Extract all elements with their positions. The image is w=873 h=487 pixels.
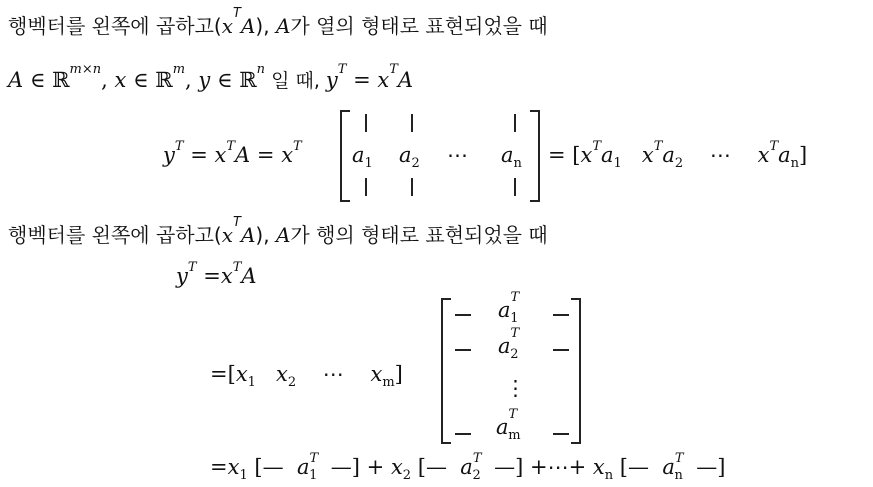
var-y: y <box>163 143 175 167</box>
matrix-row-a2T: $a^T_2$ <box>498 326 520 362</box>
equals: = <box>346 68 378 92</box>
open-bracket: [ <box>572 143 581 167</box>
dots: ⋯ <box>547 455 569 479</box>
open-bracket: [ <box>227 362 236 386</box>
reals-symbol: ℝ <box>52 68 70 92</box>
var-x: x <box>390 455 403 479</box>
element-of: ∈ <box>29 68 46 92</box>
matrix-col-dots: ⋯ <box>447 143 468 167</box>
var-A: A <box>240 223 256 247</box>
matrix-left-bracket <box>340 110 350 202</box>
var-y: y <box>176 264 188 288</box>
row-dash <box>455 433 471 435</box>
var-A: A <box>240 14 256 38</box>
equals: = <box>210 362 228 386</box>
row-dash <box>455 314 471 316</box>
var-a: a <box>778 143 791 167</box>
when-text: 일 때, <box>265 70 326 92</box>
column-bar <box>365 178 367 196</box>
var-A: A <box>235 143 251 167</box>
sub: 1 <box>247 375 256 390</box>
dims: m×n <box>69 62 102 77</box>
close-bracket: ] <box>799 143 808 167</box>
var-x: x <box>757 143 770 167</box>
matrix-col-a2: $a_2$ <box>399 143 420 171</box>
reals-symbol: ℝ <box>155 68 173 92</box>
row-dash <box>455 349 471 351</box>
matrix-left-bracket <box>441 298 451 444</box>
dots: ⋯ <box>709 143 731 167</box>
matrix-col-an: $a_n$ <box>501 143 522 171</box>
var-a: a <box>601 143 614 167</box>
sup-T: T <box>233 215 241 230</box>
plus: + <box>530 455 548 479</box>
eq2-line1 <box>176 260 257 288</box>
var-x: x <box>114 68 127 92</box>
dots: ⋯ <box>322 362 344 386</box>
matrix-right-bracket <box>530 110 540 202</box>
column-bar <box>514 114 516 132</box>
var-a: a <box>460 455 473 479</box>
column-bar <box>411 178 413 196</box>
var-x: x <box>221 14 233 38</box>
heading-column-case <box>8 6 548 39</box>
equals: = <box>548 143 566 167</box>
equals: = <box>203 264 221 288</box>
sub: 2 <box>287 375 297 390</box>
var-x: x <box>227 455 240 479</box>
matrix-row-vdots: ⋮ <box>505 376 526 400</box>
row-dash <box>553 314 569 316</box>
heading-text: 행벡터를 왼쪽에 곱하고( <box>8 14 222 38</box>
sup-T: T <box>592 139 602 154</box>
dims: m <box>172 62 186 77</box>
heading-text: ), <box>255 223 276 247</box>
sub: 2 <box>402 468 412 483</box>
var-x: x <box>592 455 605 479</box>
var-x: x <box>377 68 390 92</box>
var-y: y <box>198 68 211 92</box>
var-x: x <box>214 143 227 167</box>
eq2-line2 <box>210 362 403 390</box>
dims: n <box>256 62 266 77</box>
var-x: x <box>641 143 654 167</box>
sup-T: T <box>309 451 319 466</box>
column-bar <box>411 114 413 132</box>
heading-text: 가 열의 형태로 표현되었을 때 <box>290 14 548 38</box>
var-x: x <box>220 264 233 288</box>
var-A: A <box>275 223 291 247</box>
var-x: x <box>370 362 383 386</box>
sup-T: T <box>389 62 398 77</box>
var-a: a <box>296 455 310 479</box>
var-x: x <box>281 143 294 167</box>
heading-row-case <box>8 215 548 248</box>
var-A: A <box>275 14 291 38</box>
sup-T: T <box>226 139 236 154</box>
sub: n <box>674 468 683 483</box>
heading-text: 가 행의 형태로 표현되었을 때 <box>290 223 548 247</box>
equals: = <box>190 143 208 167</box>
sup-T: T <box>187 260 197 275</box>
var-x: x <box>221 223 233 247</box>
sup-T: T <box>769 139 779 154</box>
sup-T: T <box>233 6 241 21</box>
var-A: A <box>397 68 414 92</box>
var-A: A <box>8 68 24 92</box>
sup-T: T <box>337 62 347 77</box>
sub: m <box>382 375 395 390</box>
sub: 2 <box>674 156 684 171</box>
heading-text: ), <box>255 14 276 38</box>
sup-T: T <box>653 139 663 154</box>
heading-text: 행벡터를 왼쪽에 곱하고( <box>8 223 222 247</box>
matrix-row-a1T: $a^T_1$ <box>498 290 520 326</box>
equals: = <box>210 455 228 479</box>
var-x: x <box>275 362 288 386</box>
column-bar <box>514 178 516 196</box>
var-a: a <box>662 455 675 479</box>
matrix-right-bracket <box>571 298 581 444</box>
sub: n <box>790 156 800 171</box>
reals-symbol: ℝ <box>239 68 257 92</box>
var-y: y <box>325 68 338 92</box>
definition-line: A ∈ ℝ$^{m\times n}$, x ∈ ℝ$^m$, y ∈ ℝ$^n$ 일 때, $y^T = x^TA$ <box>8 62 414 92</box>
eq1-lhs <box>163 139 302 167</box>
sub: 1 <box>613 156 622 171</box>
sup-T: T <box>293 139 302 154</box>
plus: + <box>366 455 385 479</box>
row-dash <box>553 433 569 435</box>
sub: n <box>604 468 614 483</box>
close-bracket: ] <box>394 362 403 386</box>
equals: = <box>256 143 275 167</box>
row-dash <box>553 349 569 351</box>
sub: 2 <box>472 468 481 483</box>
matrix-col-a1: $a_1$ <box>352 143 373 171</box>
sub: 1 <box>309 468 318 483</box>
element-of: ∈ <box>133 68 149 92</box>
eq1-result <box>548 139 808 171</box>
plus: + <box>568 455 587 479</box>
sup-T: T <box>174 139 184 154</box>
var-x: x <box>580 143 593 167</box>
var-a: a <box>662 143 675 167</box>
var-A: A <box>241 264 257 288</box>
sup-T: T <box>674 451 684 466</box>
sup-T: T <box>232 260 242 275</box>
column-bar <box>365 114 367 132</box>
var-x: x <box>235 362 248 386</box>
sup-T: T <box>472 451 482 466</box>
element-of: ∈ <box>216 68 233 92</box>
matrix-row-amT: $a^T_m$ <box>496 407 521 443</box>
eq2-line3: $=x_1$ [— $a^T_1$ —] + $x_2$ [— $a^T_2$ —] +⋯+ $x_n$ [— $a^T_n$ —] <box>210 451 726 483</box>
sub: 1 <box>239 468 248 483</box>
